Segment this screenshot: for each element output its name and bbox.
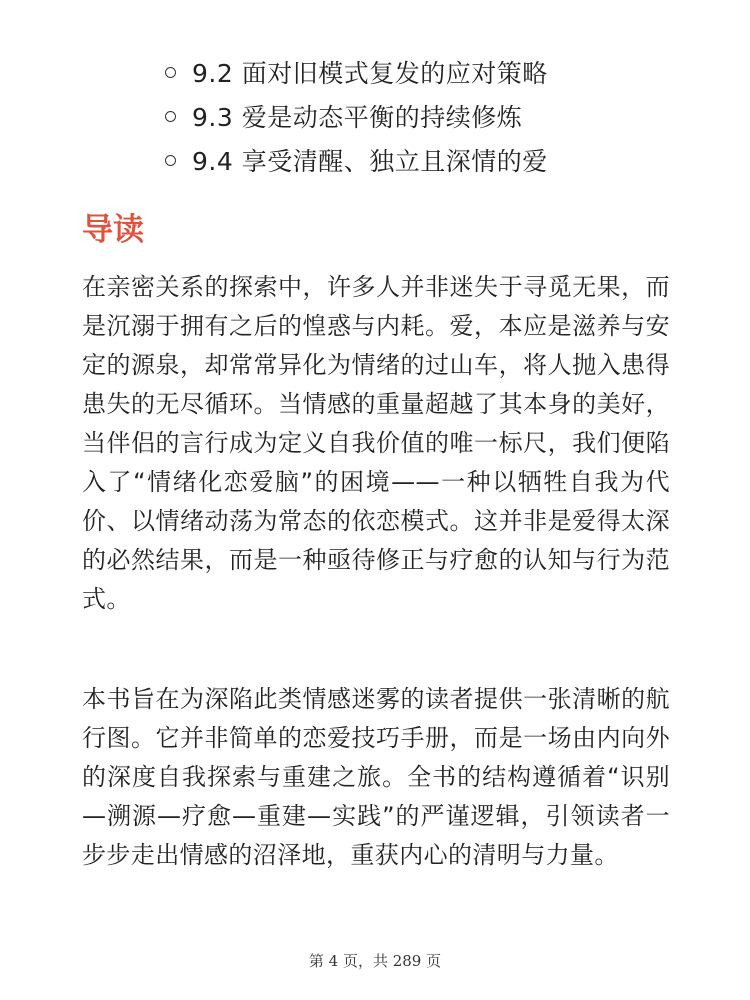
toc-list <box>165 50 548 182</box>
toc-item-9-3[interactable] <box>165 94 548 138</box>
toc-item-label: 9.3 爱是动态平衡的持续修炼 <box>192 103 523 132</box>
body-paragraph-2: 本书旨在为深陷此类情感迷雾的读者提供一张清晰的航行图。它并非简单的恋爱技巧手册，而是一场由内向外的深度自我探索与重建之旅。全书的结构遵循着“识别—溯源—疗愈—重建—实践”的严谨逻辑，引领读者一步步走出情感的沼泽地，重获内心的清明与力量。 <box>82 685 670 869</box>
hollow-circle-bullet-icon <box>165 111 176 122</box>
hollow-circle-bullet-icon <box>165 67 176 78</box>
toc-item-label: 9.2 面对旧模式复发的应对策略 <box>192 59 548 88</box>
body-paragraph-1: 在亲密关系的探索中，许多人并非迷失于寻觅无果，而是沉溺于拥有之后的惶惑与内耗。爱，本应是滋养与安定的源泉，却常常异化为情绪的过山车，将人抛入患得患失的无尽循环。当情感的重量超越了其本身的美好，当伴侣的言行成为定义自我价值的唯一标尺，我们便陷入了“情绪化恋爱脑”的困境——一种以牺牲自我为代价、以情绪动荡为常态的依恋模式。这并非是爱得太深的必然结果，而是一种亟待修正与疗愈的认知与行为范式。 <box>82 273 670 613</box>
section-heading: 导读 <box>82 212 144 248</box>
toc-item-9-2[interactable] <box>165 50 548 94</box>
toc-item-9-4[interactable] <box>165 138 548 182</box>
page-number-footer: 第 4 页，共 289 页 <box>308 952 442 970</box>
hollow-circle-bullet-icon <box>165 155 176 166</box>
toc-item-label: 9.4 享受清醒、独立且深情的爱 <box>192 147 548 176</box>
